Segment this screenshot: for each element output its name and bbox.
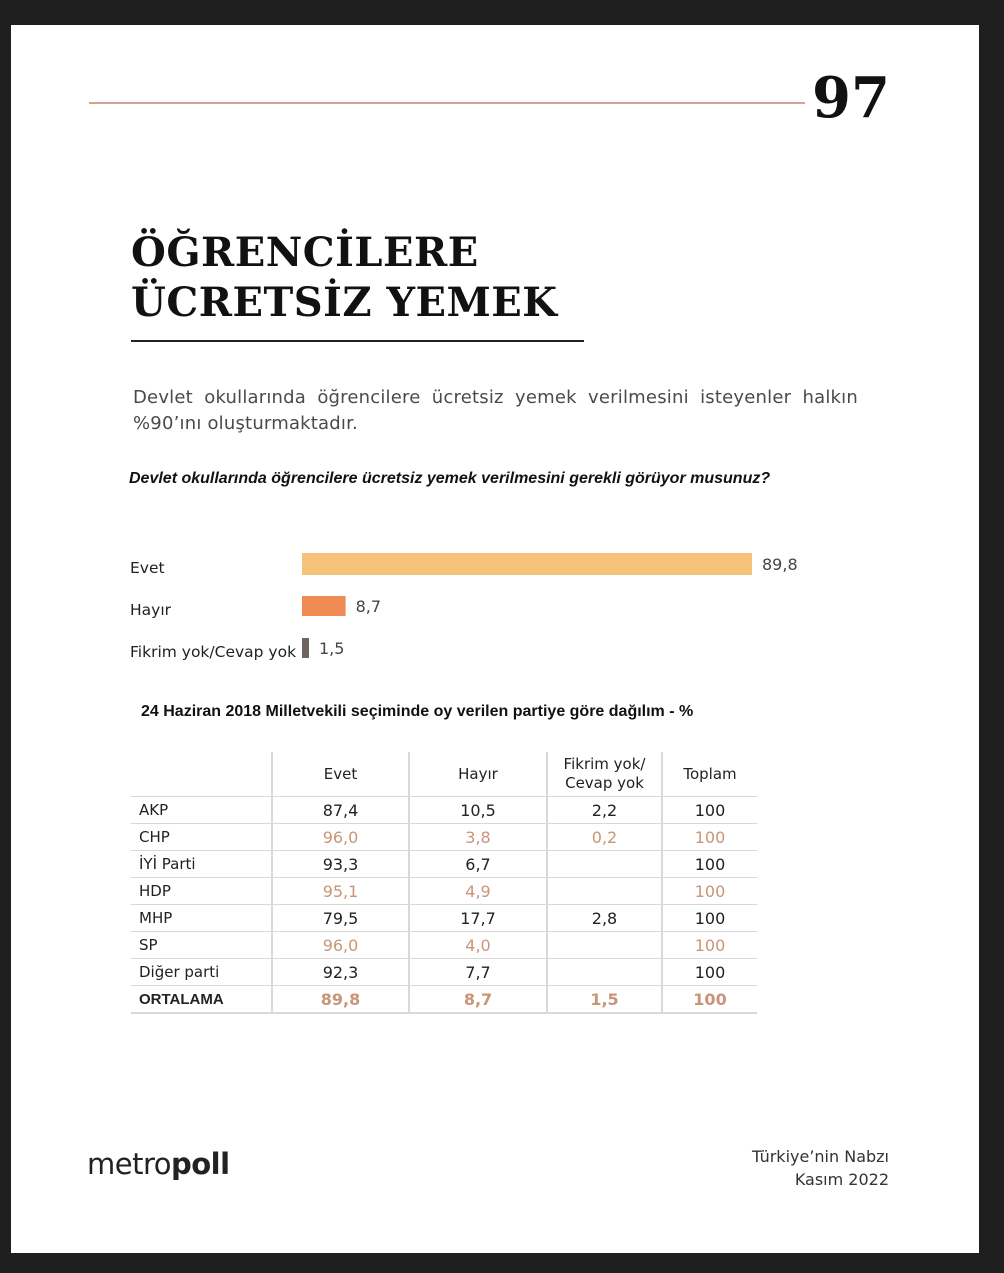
party-name-cell: İYİ Parti (131, 851, 272, 878)
page-number: 97 (812, 65, 890, 131)
value-cell (547, 959, 662, 986)
bar-category-label: Evet (130, 559, 165, 577)
intro-text: Devlet okullarında öğrencilere ücretsiz yemek verilmesini isteyenler halkın %90’ını oluşturmaktadır. (133, 387, 858, 434)
table-row (131, 932, 757, 959)
value-cell: 4,0 (409, 932, 547, 959)
bar (302, 553, 752, 575)
table-average-row (131, 986, 757, 1014)
value-cell: 95,1 (272, 878, 409, 905)
party-name-cell: SP (131, 932, 272, 959)
header-evet: Evet (272, 752, 409, 797)
title-line-2: ÜCRETSİZ YEMEK (131, 279, 558, 326)
value-cell: 10,5 (409, 797, 547, 824)
value-cell (547, 932, 662, 959)
value-cell: 100 (662, 878, 757, 905)
header-party (131, 752, 272, 797)
bar-value-label: 89,8 (762, 555, 798, 574)
value-cell (547, 851, 662, 878)
value-cell: 100 (662, 932, 757, 959)
value-cell: 96,0 (272, 932, 409, 959)
value-cell: 2,2 (547, 797, 662, 824)
footer (752, 1145, 889, 1191)
party-name-cell: HDP (131, 878, 272, 905)
bar-value-label: 1,5 (319, 639, 345, 658)
value-cell: 1,5 (547, 986, 662, 1014)
value-cell: 0,2 (547, 824, 662, 851)
value-cell: 17,7 (409, 905, 547, 932)
value-cell: 100 (662, 851, 757, 878)
footer-line-1: Türkiye’nin Nabzı (752, 1147, 889, 1166)
footer-line-2: Kasım 2022 (794, 1170, 889, 1189)
table-row (131, 878, 757, 905)
bar-category-label: Hayır (130, 601, 172, 619)
bar (302, 638, 309, 658)
value-cell: 4,9 (409, 878, 547, 905)
value-cell: 7,7 (409, 959, 547, 986)
table-row (131, 905, 757, 932)
value-cell: 87,4 (272, 797, 409, 824)
bar-value-label: 8,7 (355, 597, 382, 616)
value-cell: 79,5 (272, 905, 409, 932)
party-distribution-table (131, 752, 757, 1014)
table-row (131, 959, 757, 986)
party-name-cell: ORTALAMA (131, 986, 272, 1014)
party-name-cell: Diğer parti (131, 959, 272, 986)
value-cell: 89,8 (272, 986, 409, 1014)
value-cell: 92,3 (272, 959, 409, 986)
value-cell: 100 (662, 824, 757, 851)
party-name-cell: MHP (131, 905, 272, 932)
table-title: 24 Haziran 2018 Milletvekili seçiminde oy verilen partiye göre dağılım - % (141, 703, 694, 720)
header-toplam: Toplam (662, 752, 757, 797)
party-name-cell: CHP (131, 824, 272, 851)
value-cell: 2,8 (547, 905, 662, 932)
report-page (11, 25, 979, 1253)
value-cell (547, 878, 662, 905)
value-cell: 8,7 (409, 986, 547, 1014)
value-cell: 100 (662, 797, 757, 824)
value-cell: 6,7 (409, 851, 547, 878)
value-cell: 100 (662, 986, 757, 1014)
party-name-cell: AKP (131, 797, 272, 824)
metropoll-logo (87, 1147, 230, 1181)
table-row (131, 797, 757, 824)
bar-chart (11, 25, 979, 725)
header-hayir: Hayır (409, 752, 547, 797)
logo-light: metro (87, 1147, 171, 1181)
title-line-1: ÖĞRENCİLERE (131, 229, 479, 276)
value-cell: 96,0 (272, 824, 409, 851)
bar-category-label: Fikrim yok/Cevap yok (130, 643, 297, 661)
header-fikrim-yok: Fikrim yok/ Cevap yok (547, 752, 662, 797)
value-cell: 100 (662, 959, 757, 986)
survey-question: Devlet okullarında öğrencilere ücretsiz yemek verilmesini gerekli görüyor musunuz? (129, 470, 771, 487)
table-row (131, 851, 757, 878)
value-cell: 3,8 (409, 824, 547, 851)
table-row (131, 824, 757, 851)
value-cell: 93,3 (272, 851, 409, 878)
value-cell: 100 (662, 905, 757, 932)
bar (302, 596, 346, 616)
logo-bold: poll (171, 1147, 230, 1181)
table-header-row (131, 752, 757, 797)
